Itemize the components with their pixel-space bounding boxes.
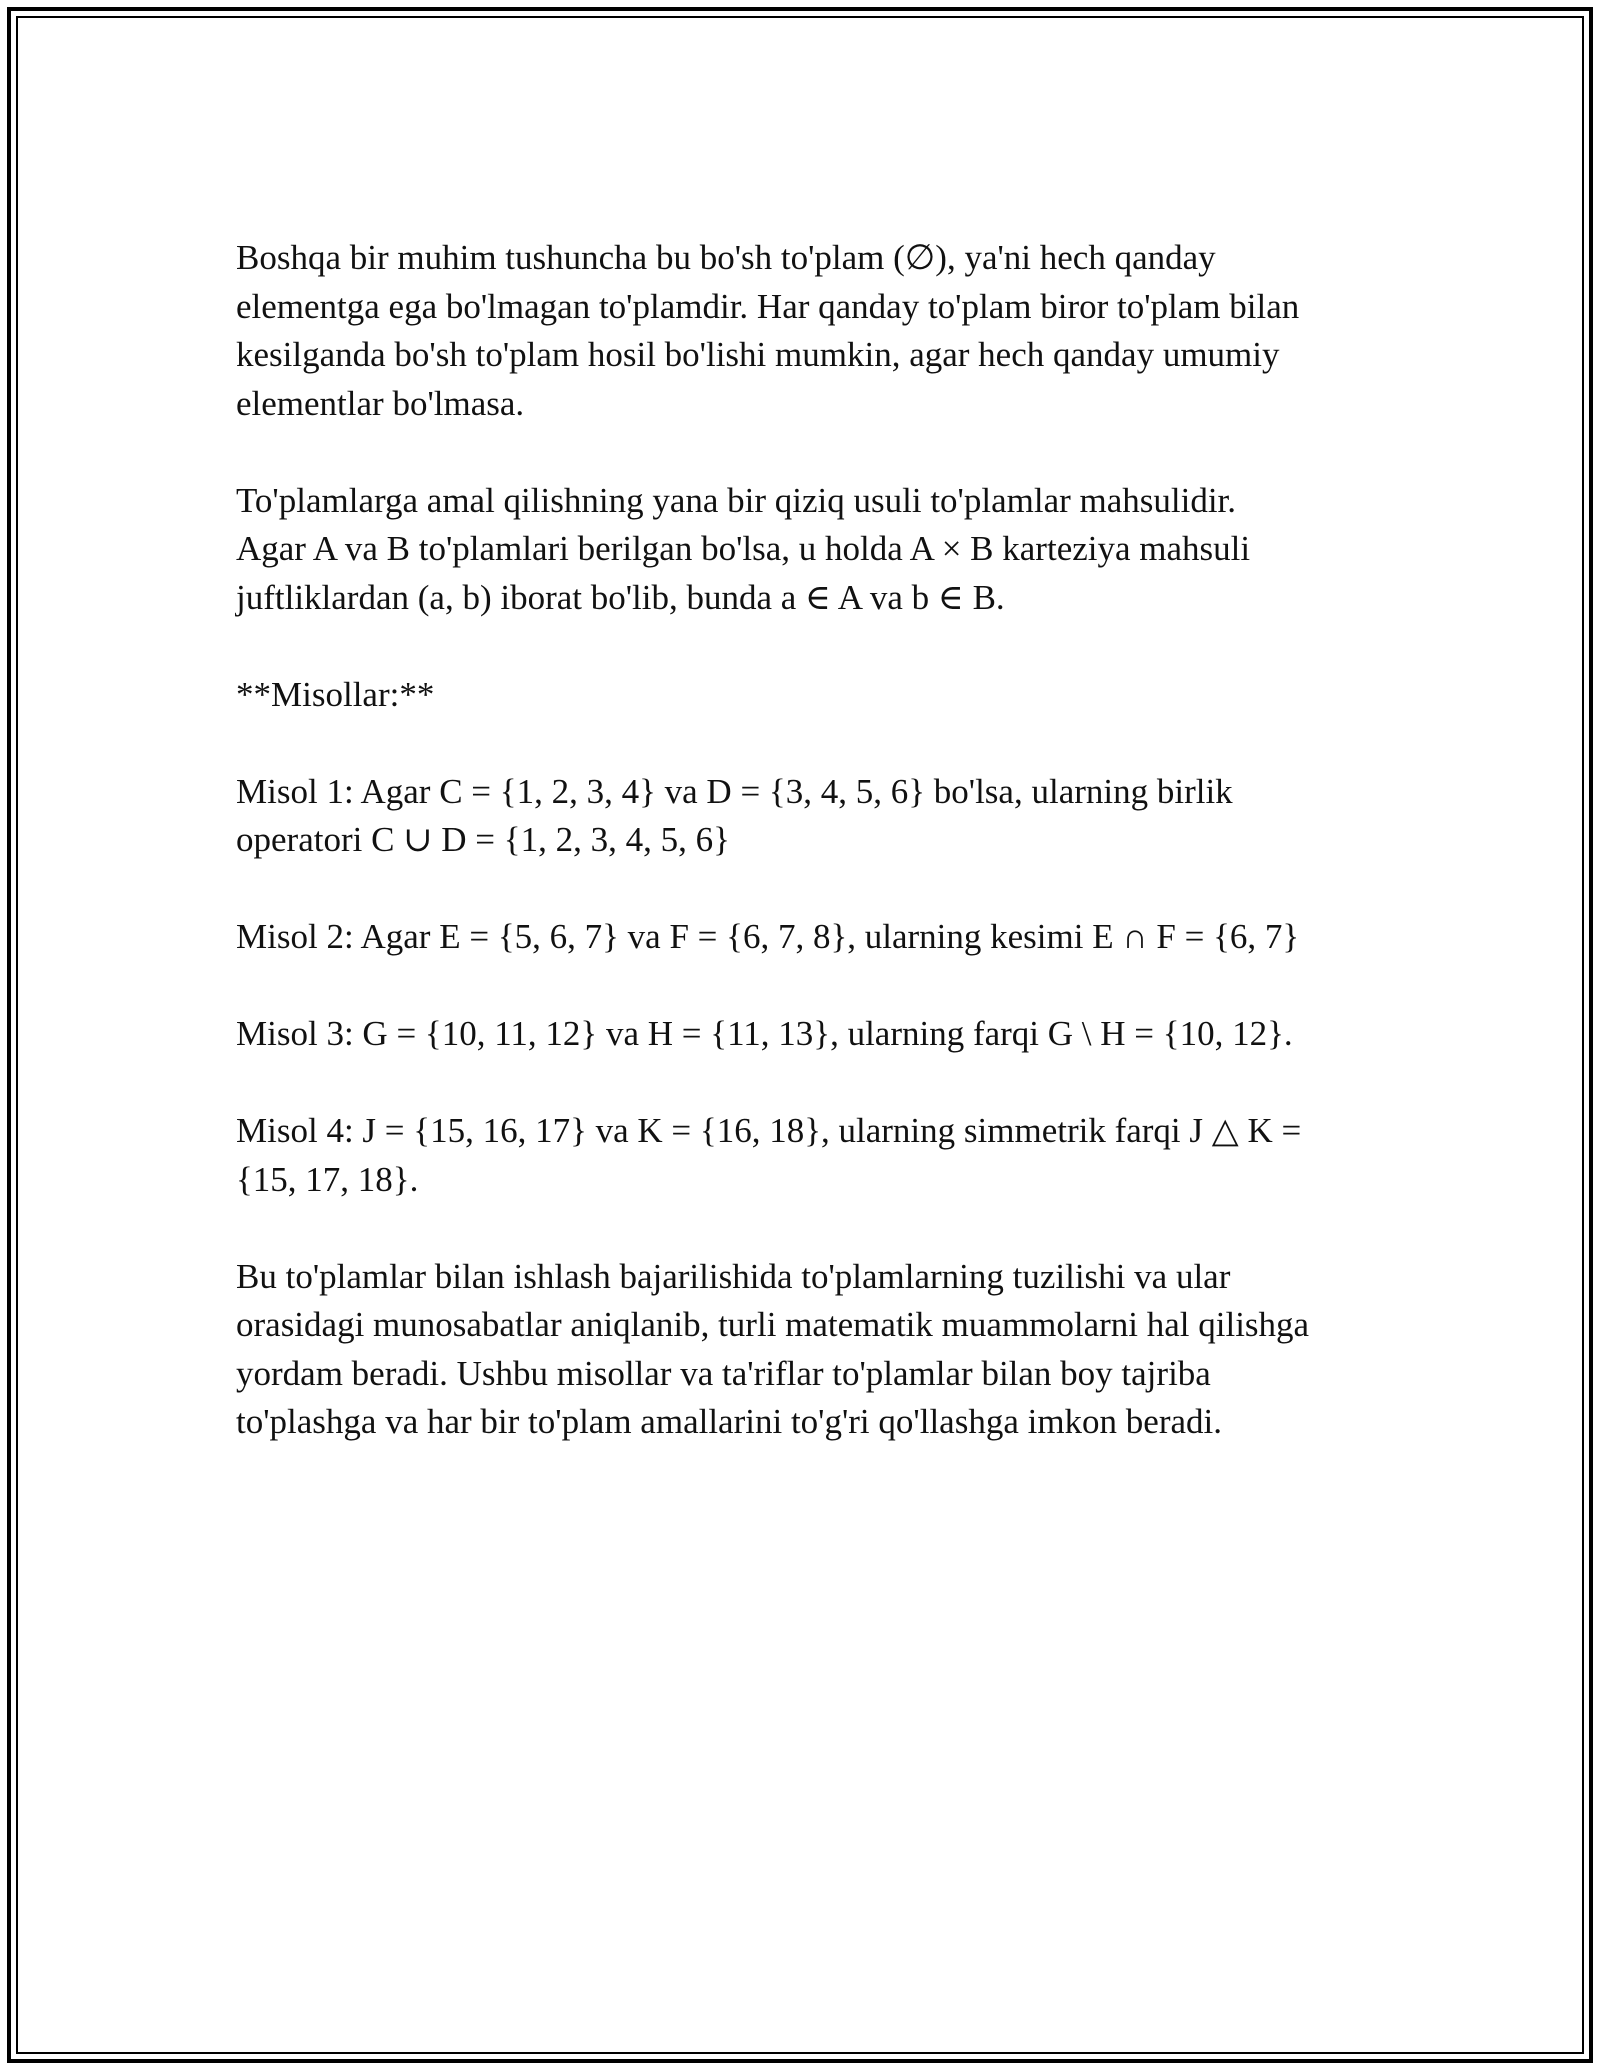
paragraph-cartesian-product: To'plamlarga amal qilishning yana bir qiziq usuli to'plamlar mahsulidir. Agar A va B to'plamlari berilgan bo'lsa, u holda A × B karteziya mahsuli juftliklardan (a, b) iborat bo'lib, bunda a ∈ A va b ∈ B. bbox=[236, 480, 1251, 617]
example-1-union: Misol 1: Agar C = {1, 2, 3, 4} va D = {3, 4, 5, 6} bo'lsa, ularning birlik operatori C ∪ D = {1, 2, 3, 4, 5, 6} bbox=[236, 771, 1233, 859]
example-3-difference: Misol 3: G = {10, 11, 12} va H = {11, 13}, ularning farqi G \ H = {10, 12}. bbox=[236, 1014, 1293, 1053]
example-2-intersection: Misol 2: Agar E = {5, 6, 7} va F = {6, 7, 8}, ularning kesimi E ∩ F = {6, 7} bbox=[236, 917, 1300, 956]
example-4-symmetric-difference: Misol 4: J = {15, 16, 17} va K = {16, 18}, ularning simmetrik farqi J △ K = {15, 17, 18}. bbox=[236, 1111, 1302, 1199]
paragraph-empty-set: Boshqa bir muhim tushuncha bu bo'sh to'plam (∅), ya'ni hech qanday elementga ega bo'lmagan to'plamdir. Har qanday to'plam biror to'plam bilan kesilganda bo'sh to'plam hosil bo'lishi mumkin, agar hech qanday umumiy elementlar bo'lmasa. bbox=[236, 238, 1300, 423]
document-body bbox=[236, 234, 1376, 1447]
paragraph-conclusion: Bu to'plamlar bilan ishlash bajarilishida to'plamlarning tuzilishi va ular orasidagi munosabatlar aniqlanib, turli matematik muammolarni hal qilishga yordam beradi. Ushbu misollar va ta'riflar to'plamlar bilan boy tajriba to'plashga va har bir to'plam amallarini to'g'ri qo'llashga imkon beradi. bbox=[236, 1256, 1310, 1441]
examples-heading: **Misollar:** bbox=[236, 674, 435, 714]
